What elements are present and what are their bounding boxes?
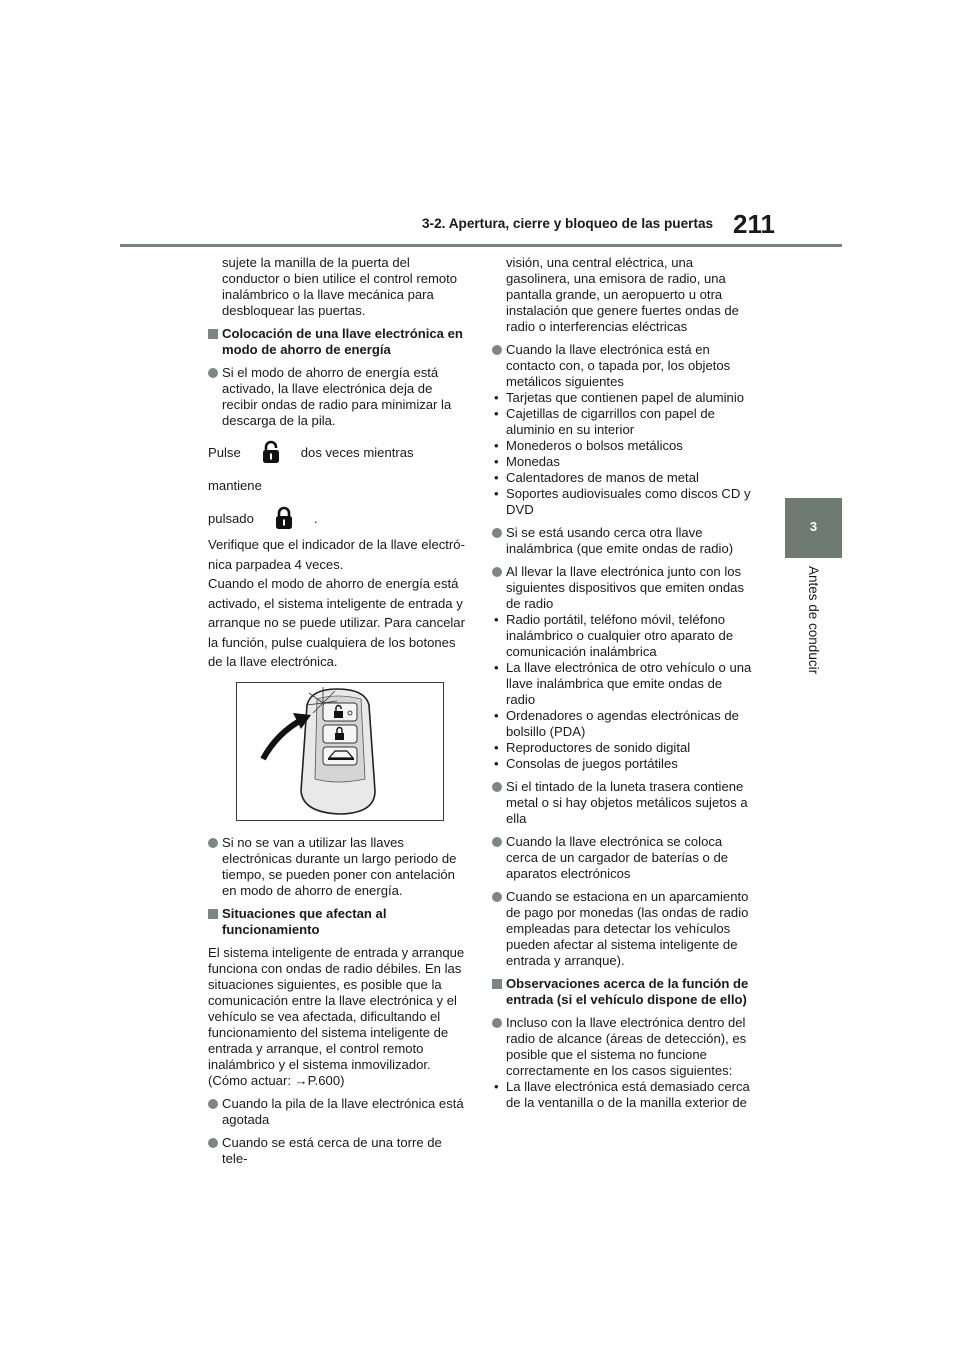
left-column xyxy=(208,255,470,1174)
square-bullet-icon xyxy=(208,909,218,919)
square-bullet-icon xyxy=(208,329,218,339)
pulse-instruction-cont: pulsado . xyxy=(208,502,470,535)
bullet-item: Si el modo de ahorro de energía está activado, la llave electrónica deja de recibir ondas de radio para minimizar la descarga de la pila. xyxy=(208,365,470,429)
list-item: • Ordenadores o agendas electrónicas de bolsillo (PDA) xyxy=(494,708,739,739)
situations-paragraph: El sistema inteligente de entrada y arranque funciona con ondas de radio débiles. En las situaciones siguientes, es posible que la comunicación entre la llave electrónica y el vehículo se vea afectada, dificultando el funcionamiento del sistema inteligente de entrada y arranque, el control remoto inalámbrico y el sistema inmovilizador. (Cómo actuar: →P.600) xyxy=(208,944,465,1088)
list-item: • Calentadores de manos de metal xyxy=(494,470,699,485)
chapter-section-title: 3-2. Apertura, cierre y bloqueo de las puertas xyxy=(422,216,714,231)
bullet-item: Cuando la llave electrónica está en contacto con, o tapada por, los objetos metálicos siguientes xyxy=(492,342,754,390)
section-title: Observaciones acerca de la función de entrada (si el vehículo dispone de ello) xyxy=(506,976,749,1007)
lock-icon xyxy=(257,438,285,466)
continued-paragraph: visión, una central eléctrica, una gasolinera, una emisora de radio, una pantalla grande, un aeropuerto u otra instalación que genere fuertes ondas de radio o interferencias eléctricas xyxy=(506,255,739,334)
page-number: 211 xyxy=(733,209,775,239)
intro-paragraph: sujete la manilla de la puerta del conductor o bien utilice el control remoto inalámbrico o la llave mecánica para desbloquear las puertas. xyxy=(222,255,458,318)
circle-bullet-icon xyxy=(208,838,218,848)
section-title: Colocación de una llave electrónica en modo de ahorro de energía xyxy=(222,326,463,357)
bullet-item: Cuando se estaciona en un aparcamiento de pago por monedas (las ondas de radio empleadas para detectar los vehículos pueden afectar al sistema inteligente de entrada y arranque). xyxy=(492,889,754,969)
list-item: • La llave electrónica de otro vehículo o una llave inalámbrica que emite ondas de radio xyxy=(494,660,752,707)
list-item: • La llave electrónica está demasiado cerca de la ventanilla o de la manilla exterior de xyxy=(494,1079,750,1110)
circle-bullet-icon xyxy=(492,528,502,538)
section-entry-function xyxy=(492,976,754,1008)
smart-key-fob-illustration xyxy=(237,683,443,820)
verify-block: Verifique que el indicador de la llave electró- nica parpadea 4 veces. Cuando el modo de ahorro de energía está activado, el sistema inteligente de entrada y arranque no se puede utilizar. Para cancelar la función, pulse cualquiera de los botones de la llave electrónica. xyxy=(208,537,465,669)
list-item: • Radio portátil, teléfono móvil, teléfono inalámbrico o cualquier otro aparato de comunicación inalámbrica xyxy=(494,612,734,659)
circle-bullet-icon xyxy=(208,368,218,378)
list-item: • Monederos o bolsos metálicos xyxy=(494,438,683,453)
circle-bullet-icon xyxy=(492,892,502,902)
lock-icon xyxy=(270,504,298,532)
section-situations xyxy=(208,906,470,938)
circle-bullet-icon xyxy=(492,782,502,792)
bullet-item: Si el tintado de la luneta trasera contiene metal o si hay objetos metálicos sujetos a ella xyxy=(492,779,754,827)
bullet-item: Si se está usando cerca otra llave inalámbrica (que emite ondas de radio) xyxy=(492,525,754,557)
right-column xyxy=(492,255,754,1118)
bullet-item: Cuando la llave electrónica se coloca cerca de un cargador de baterías o de aparatos electrónicos xyxy=(492,834,754,882)
list-item: • Soportes audiovisuales como discos CD y DVD xyxy=(494,486,751,517)
radio-devices-list xyxy=(492,612,754,772)
list-item: • Reproductores de sonido digital xyxy=(494,740,691,755)
metal-objects-list xyxy=(492,390,754,518)
page-reference-link[interactable]: P.600) xyxy=(307,1072,345,1088)
list-item: • Consolas de juegos portátiles xyxy=(494,756,678,771)
chapter-number: 3 xyxy=(809,519,818,534)
section-title: Situaciones que afectan al funcionamiento xyxy=(222,905,387,937)
list-item: • Monedas xyxy=(494,454,560,469)
bullet-item: Cuando se está cerca de una torre de tele- xyxy=(208,1135,470,1167)
chapter-tab xyxy=(785,498,842,558)
arrow-right-icon: → xyxy=(294,1072,308,1088)
key-fob-figure xyxy=(236,682,444,821)
circle-bullet-icon xyxy=(492,1018,502,1028)
header-rule xyxy=(120,244,842,247)
list-item: • Cajetillas de cigarrillos con papel de aluminio en su interior xyxy=(494,406,715,437)
circle-bullet-icon xyxy=(492,837,502,847)
entry-cases-list xyxy=(492,1079,754,1111)
bullet-item: Incluso con la llave electrónica dentro del radio de alcance (áreas de detección), es posible que el sistema no funcione correctamente en los casos siguientes: xyxy=(492,1015,754,1079)
square-bullet-icon xyxy=(492,979,502,989)
chapter-name: Antes de conducir xyxy=(806,566,821,675)
list-item: • Tarjetas que contienen papel de aluminio xyxy=(494,390,745,405)
section-energy-saving xyxy=(208,326,470,358)
bullet-item: Al llevar la llave electrónica junto con los siguientes dispositivos que emiten ondas de radio xyxy=(492,564,754,612)
circle-bullet-icon xyxy=(208,1099,218,1109)
pulse-instruction: Pulse dos veces mientras mantiene xyxy=(208,436,470,502)
circle-bullet-icon xyxy=(208,1138,218,1148)
circle-bullet-icon xyxy=(492,567,502,577)
bullet-item: Cuando la pila de la llave electrónica está agotada xyxy=(208,1096,470,1128)
bullet-item: Si no se van a utilizar las llaves electrónicas durante un largo periodo de tiempo, se pueden poner con antelación en modo de ahorro de energía. xyxy=(208,835,470,899)
circle-bullet-icon xyxy=(492,345,502,355)
